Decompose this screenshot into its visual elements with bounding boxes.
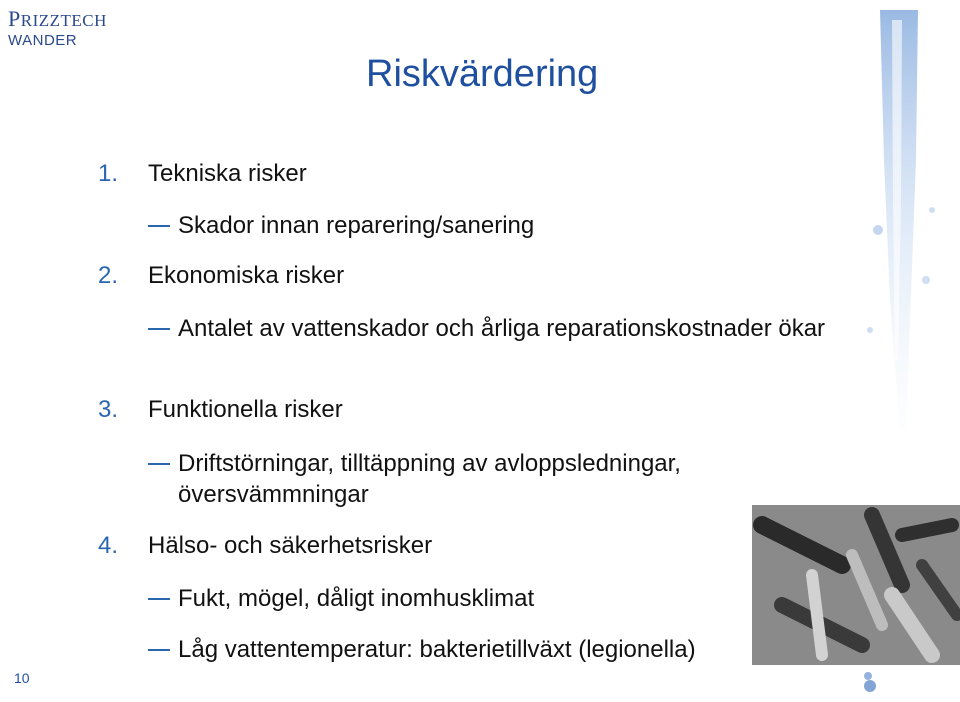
sub-item: Fukt, mögel, dåligt inomhusklimat [148,583,748,614]
dash-bullet [148,225,170,227]
sub-item: Skador innan reparering/sanering [148,210,708,241]
logo-subtext: WANDER [8,32,78,49]
slide-title: Riskvärdering [366,53,599,95]
bacteria-micrograph-image [752,505,960,665]
list-item-1 [98,160,307,188]
sub-item: Driftstörningar, tilltäppning av avloppsledningar, översvämmningar [148,448,758,510]
page-number: 10 [14,670,30,686]
dash-bullet [148,649,170,651]
list-number: 1. [98,160,119,187]
company-logo [8,8,107,50]
list-item-3 [98,396,343,424]
list-label: Ekonomiska risker [148,262,345,289]
dash-bullet [148,598,170,600]
logo-wordmark: PRIZZTECH [8,6,107,31]
sub-item: Låg vattentemperatur: bakterietillväxt (legionella) [148,634,768,665]
dash-bullet [148,328,170,330]
list-label: Tekniska risker [148,160,307,187]
sub-item: Antalet av vattenskador och årliga reparationskostnader ökar [148,313,848,344]
list-number: 2. [98,262,119,289]
list-label: Funktionella risker [148,396,343,423]
list-item-2 [98,262,344,290]
list-number: 4. [98,532,119,559]
dash-bullet [148,463,170,465]
list-number: 3. [98,396,119,423]
list-label: Hälso- och säkerhetsrisker [148,532,433,559]
list-item-4 [98,532,432,560]
